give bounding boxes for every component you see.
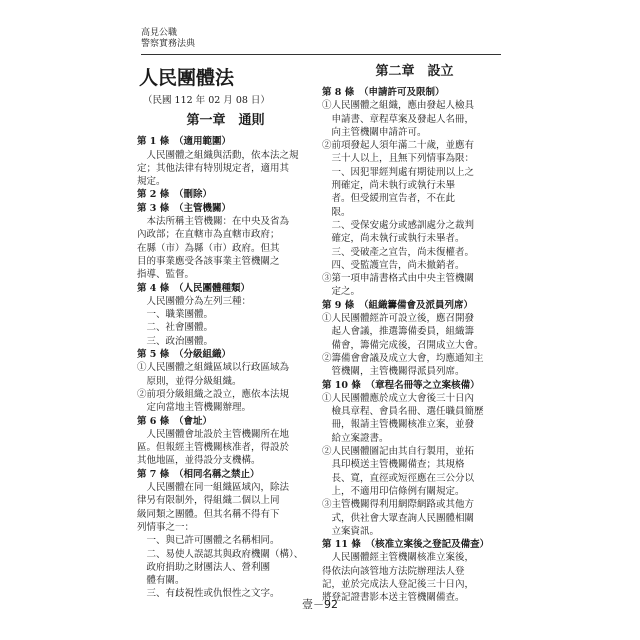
text-line: 得依法向該管地方法院辦理法人登 <box>322 565 465 577</box>
text-line: 三、政治團體。 <box>146 335 214 347</box>
text-line: 區。但報經主管機關核准者，得設於 <box>137 442 290 454</box>
text-line: ③主管機關得利用網際網路或其他方 <box>322 499 475 511</box>
text-line: 確定，尚未執行或執行未畢者。 <box>331 233 465 245</box>
text-line: 定；其他法律有特別規定者，適用其 <box>137 162 290 174</box>
text-line: 指導、監督。 <box>137 269 195 281</box>
text-line: 向主管機關申請許可。 <box>331 126 427 138</box>
text-line: 定之。 <box>331 286 361 298</box>
text-line: 二、社會團體。 <box>146 322 214 334</box>
text-line: 記，並於完成法人登記後三十日內， <box>322 578 475 590</box>
text-line: 人民團體分為左列三種： <box>146 295 252 307</box>
article-heading: 第 2 條 （刪除） <box>137 189 212 201</box>
text-line: ①人民團體之組織區域以行政區域為 <box>137 362 290 374</box>
text-line: 備會，籌備完成後，召開成立大會。 <box>331 339 484 351</box>
text-line: 其他地區，並得設分支機構。 <box>137 455 261 467</box>
text-line: ①人民團體應於成立大會後三十日內 <box>322 392 475 404</box>
chapter-heading: 第一章 通則 <box>186 113 265 129</box>
law-title: 人民團體法 <box>139 67 235 89</box>
text-line: 定向當地主管機關辦理。 <box>146 402 252 414</box>
text-line: 內政部；在直轄市為直轄市政府； <box>137 229 280 241</box>
article-heading: 第 9 條 （組織籌備會及派員列席） <box>322 299 473 311</box>
text-line: 一、因犯罪經判處有期徒刑以上之 <box>331 166 475 178</box>
text-line: 立案資訊。 <box>331 525 380 537</box>
text-line: 政府捐助之財團法人、營利團 <box>146 561 271 573</box>
text-line: 將登記證書影本送主管機關備查。 <box>322 592 465 604</box>
article-heading: 第 1 條 （適用範圍） <box>137 136 231 148</box>
text-line: 人民團體經主管機關核准立案後， <box>331 552 475 564</box>
text-line: 二、易使人誤認其與政府機關（構）、 <box>146 548 304 560</box>
text-line: 三、有歧視性或仇恨性之文字。 <box>146 588 280 600</box>
text-line: 管機關，主管機關得派員列席。 <box>331 366 465 378</box>
article-heading: 第 4 條 （人民團體種類） <box>137 282 250 294</box>
publisher-name: 高見公職 <box>141 28 178 38</box>
text-line: 起人會議，推選籌備委員，組織籌 <box>331 326 475 338</box>
text-line: 人民團體之組織與活動，依本法之規 <box>146 149 299 161</box>
article-heading: 第 10 條 （章程名冊等之立案核備） <box>322 379 480 391</box>
text-line: 一、與已許可團體之名稱相同。 <box>146 535 280 547</box>
text-line: 刑確定，尚未執行或執行未畢 <box>331 180 456 192</box>
running-header <box>141 28 195 50</box>
article-heading: 第 11 條 （核准立案後之登記及備查） <box>322 539 490 551</box>
right-column <box>322 62 507 605</box>
article-heading: 第 8 條 （申請許可及限制） <box>322 87 445 98</box>
text-line: 目的事業應受各該事業主管機關之 <box>137 255 280 267</box>
text-line: 四、受監護宣告，尚未撤銷者。 <box>331 259 465 271</box>
text-line: 檢具章程、會員名冊、選任職員簡歷 <box>331 406 484 418</box>
text-line: 規定。 <box>137 176 166 188</box>
header-rule <box>141 54 501 55</box>
left-text-body <box>137 135 314 600</box>
text-line: 人民團體在同一組織區域內，除法 <box>146 482 290 494</box>
article-heading: 第 5 條 （分級組織） <box>137 349 231 361</box>
text-line: 申請書、章程草案及發起人名冊， <box>331 113 475 125</box>
article-heading: 第 6 條 （會址） <box>137 415 212 427</box>
text-line: 長、寬，直徑或短徑應在三公分以 <box>331 472 475 484</box>
left-column <box>137 62 314 601</box>
text-line: ③第一項申請書格式由中央主管機關 <box>322 273 475 285</box>
right-text-body <box>322 86 507 605</box>
text-line: 在縣（市）為縣（市）政府。但其 <box>137 242 280 254</box>
book-title: 警察實務法典 <box>141 39 196 49</box>
chapter-heading: 第二章 設立 <box>375 64 454 79</box>
text-line: 式，供社會大眾查詢人民團體相關 <box>331 512 475 524</box>
text-line: 三十人以上，且無下列情事為限： <box>331 153 475 165</box>
text-line: 本法所稱主管機關：在中央及省為 <box>146 216 290 228</box>
text-line: 給立案證書。 <box>331 432 389 444</box>
text-line: 原則，並得分級組織。 <box>146 375 242 387</box>
page-number: 壹－92 <box>302 598 338 611</box>
text-line: 具印模送主管機關備查；其規格 <box>331 459 465 471</box>
text-line: ②人民團體圖記由其自行製用，並拓 <box>322 446 475 458</box>
text-line: 律另有限制外，得組織二個以上同 <box>137 495 280 507</box>
article-heading: 第 7 條 （相同名稱之禁止） <box>137 468 260 480</box>
text-line: 上，不適用印信條例有關規定。 <box>331 485 465 497</box>
text-line: ②前項分級組織之設立，應依本法規 <box>137 388 290 400</box>
text-line: 一、職業團體。 <box>146 309 214 321</box>
law-date: （民國 112 年 02 月 08 日） <box>143 95 270 106</box>
text-line: ②前項發起人須年滿二十歲，並應有 <box>322 140 475 152</box>
text-line: 列情事之一： <box>137 521 195 533</box>
text-line: 體有關。 <box>146 575 185 587</box>
text-line: 冊，報請主管機關核准立案，並發 <box>331 419 475 431</box>
text-line: 三、受破產之宣告，尚未復權者。 <box>331 246 475 258</box>
text-line: 者。但受緩刑宣告者，不在此 <box>331 193 456 205</box>
article-heading: 第 3 條 （主管機關） <box>137 202 231 214</box>
text-line: 級同類之團體。但其名稱不得有下 <box>137 508 280 520</box>
text-line: 限。 <box>331 206 351 218</box>
text-line: ①人民團體之組織，應由發起人檢具 <box>322 100 475 112</box>
text-line: ①人民團體經許可設立後，應召開發 <box>322 313 475 325</box>
text-line: 人民團體會址設於主管機關所在地 <box>146 428 290 440</box>
text-line: 二、受保安處分或感訓處分之裁判 <box>331 219 475 231</box>
text-line: ②籌備會會議及成立大會，均應通知主 <box>322 352 484 364</box>
